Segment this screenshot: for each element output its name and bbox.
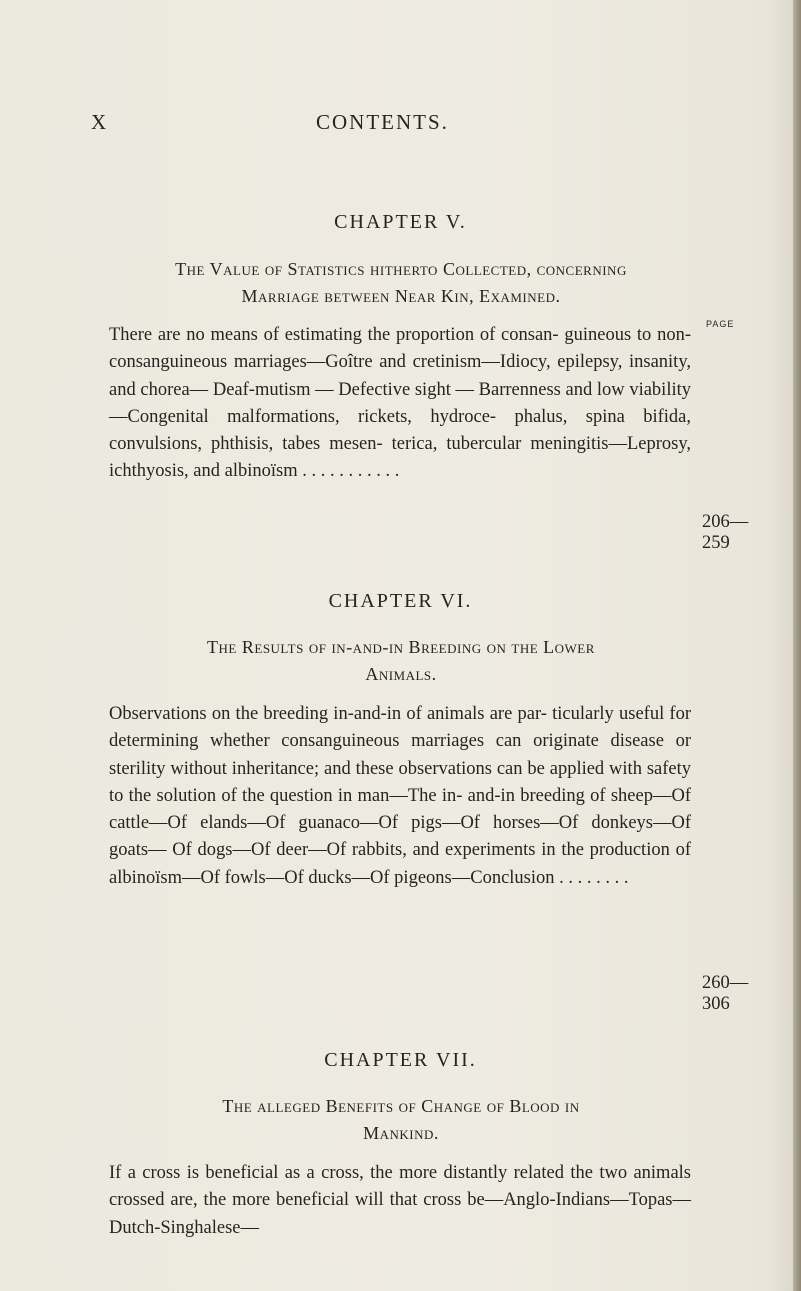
chapter-7-summary: If a cross is beneficial as a cross, the more distantly related the two animals crossed are, the more beneficial will that cross be—Anglo-Indians—Topas—Dutch-Singhalese— — [109, 1163, 691, 1238]
chapter-6-title — [91, 634, 711, 688]
running-title: CONTENTS. — [316, 110, 449, 134]
page-edge-shadow — [793, 0, 801, 1291]
chapter-6-title-line-1: The Results of in-and-in Breeding on the Lower — [207, 637, 595, 657]
chapter-5-title — [91, 256, 711, 310]
folio-number: X — [91, 110, 108, 134]
chapter-7-heading: CHAPTER VII. — [324, 1049, 477, 1071]
chapter-7-title — [91, 1093, 711, 1147]
chapter-5-title-line-1: The Value of Statistics hitherto Collected, concerning — [175, 259, 627, 279]
chapter-5-heading: CHAPTER V. — [334, 211, 467, 233]
page-header — [0, 110, 801, 150]
chapter-5-summary: There are no means of estimating the proportion of consan- guineous to non-consanguineous marriages—Goître and cretinism—Idiocy, epilepsy, insanity, and chorea— Deaf-mutism — Defective sight — Barrenness and low viability—Congenital malformations, rickets, hydroce- phalus, spina bifida, convulsions, phthisis, tabes mesen- terica, tubercular meningitis—Leprosy, ichthyosis, and albinoïsm . . . . . . . . . . . — [109, 325, 691, 482]
chapter-6-summary: Observations on the breeding in-and-in of animals are par- ticularly useful for determining whether consanguineous marriages can originate disease or sterility without inheritance; and these observations can be applied with safety to the solution of the question in man—The in- and-in breeding of sheep—Of cattle—Of elands—Of guanaco—Of pigs—Of horses—Of donkeys—Of goats— Of dogs—Of deer—Of rabbits, and experiments in the production of albinoïsm—Of fowls—Of ducks—Of pigeons—Conclusion . . . . . . . . — [109, 704, 691, 888]
chapter-7-title-line-1: The alleged Benefits of Change of Blood in — [222, 1096, 580, 1116]
chapter-6-pages: 260—306 — [702, 973, 749, 1014]
chapter-6-heading: CHAPTER VI. — [328, 590, 473, 612]
chapter-6-title-line-2: Animals. — [365, 664, 437, 684]
chapter-5-pages: 206—259 — [702, 512, 749, 553]
page-column-label: PAGE — [706, 319, 735, 329]
chapter-5-title-line-2: Marriage between Near Kin, Examined. — [241, 286, 561, 306]
chapter-7-title-line-2: Mankind. — [363, 1123, 439, 1143]
